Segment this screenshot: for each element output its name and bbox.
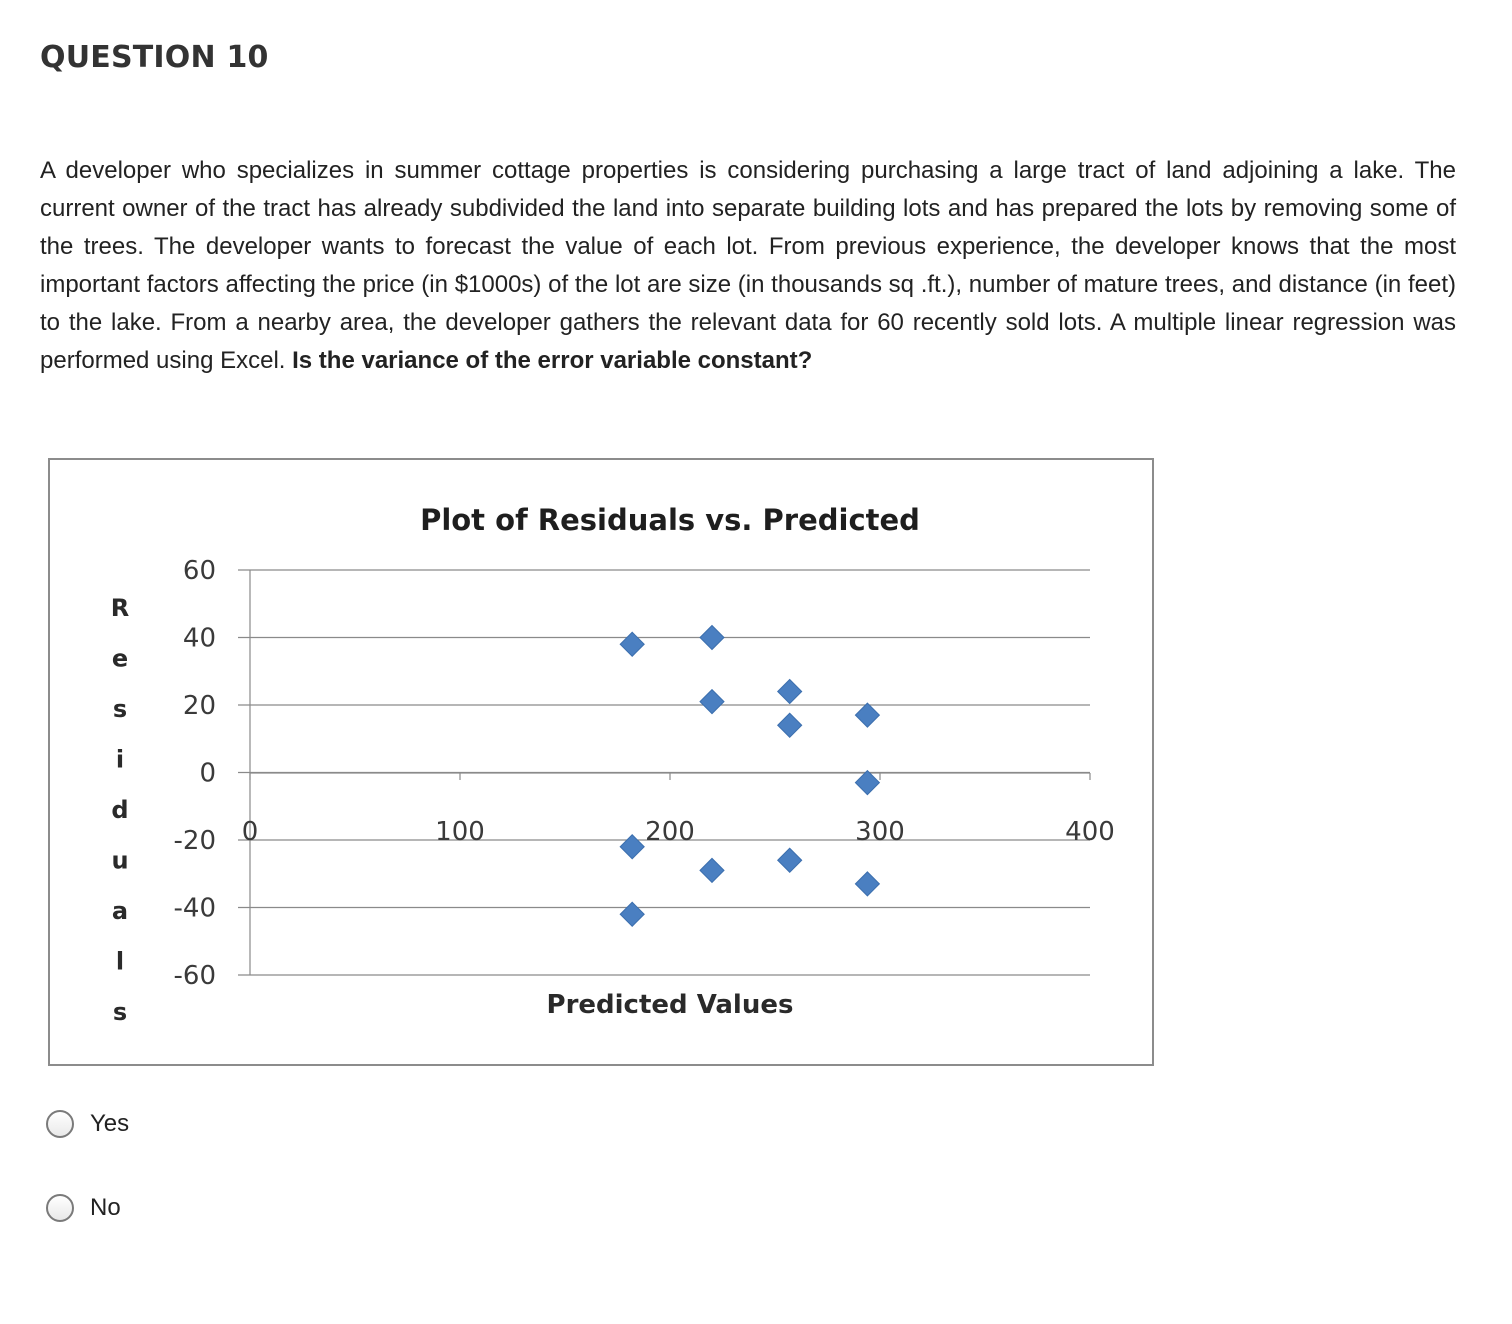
option-no-label: No [90,1194,121,1221]
y-tick-label-5: -40 [173,893,216,924]
y-axis-title-letter-4: d [111,796,129,824]
x-tick-label-2: 200 [645,817,695,847]
data-point-0-6 [778,680,802,704]
y-axis-title-letter-5: u [111,846,129,875]
x-tick-label-0: 0 [241,817,259,847]
radio-yes[interactable] [46,1110,74,1138]
y-tick-label-2: 20 [182,691,216,721]
y-axis-title-letter-0: R [110,594,130,622]
y-axis-title-letter-1: e [111,644,129,673]
question-body: A developer who specializes in summer cottage properties is considering purchasing a large tract of land adjoining a lake. The current owner of the tract has already subdivided the land into separate building lots and has prepared the lots by removing some of the trees. The developer wants to forecast the value of each lot. From previous experience, the developer knows that the most important factors affecting the price (in $1000s) of the lot are size (in thousands sq .ft.), number of mature trees, and distance (in feet) to the lake. From a nearby area, the developer gathers the relevant data for 60 recently sold lots. A multiple linear regression was performed using Excel. [40,157,1456,374]
residual-chart [48,458,1154,1066]
option-yes-label: Yes [90,1110,130,1137]
y-axis-title-letter-8: s [112,998,128,1026]
y-axis-title-letter-3: i [115,745,125,774]
chart-title: Plot of Residuals vs. Predicted [420,503,920,537]
y-axis-title-letter-7: l [115,947,125,976]
question-prompt: Is the variance of the error variable constant? [292,347,813,374]
question-title: QUESTION 10 [40,40,269,75]
radio-no[interactable] [46,1194,74,1222]
y-tick-label-6: -60 [173,961,216,991]
data-point-0-3 [700,626,724,650]
data-point-0-9 [855,703,879,727]
data-point-0-0 [620,632,644,656]
data-point-0-4 [700,690,724,714]
residual-chart-svg [50,460,1152,1064]
option-yes[interactable] [46,1110,129,1138]
data-point-0-1 [620,835,644,859]
x-tick-label-3: 300 [855,817,905,847]
data-point-0-11 [855,872,879,896]
data-point-0-2 [620,902,644,926]
option-no[interactable] [46,1194,121,1222]
y-tick-label-1: 40 [182,623,216,654]
data-point-0-10 [855,771,879,795]
data-point-0-7 [778,713,802,737]
y-tick-label-4: -20 [173,826,216,856]
y-axis-title-letter-6: a [111,897,129,925]
data-point-0-8 [778,848,802,872]
y-axis-title-letter-2: s [112,695,128,723]
x-axis-title: Predicted Values [546,990,794,1020]
question-text [40,152,1456,380]
x-tick-label-4: 400 [1065,817,1115,847]
y-tick-label-0: 60 [182,556,216,586]
x-tick-label-1: 100 [435,817,485,847]
y-tick-label-3: 0 [199,758,216,789]
data-point-0-5 [700,858,724,882]
